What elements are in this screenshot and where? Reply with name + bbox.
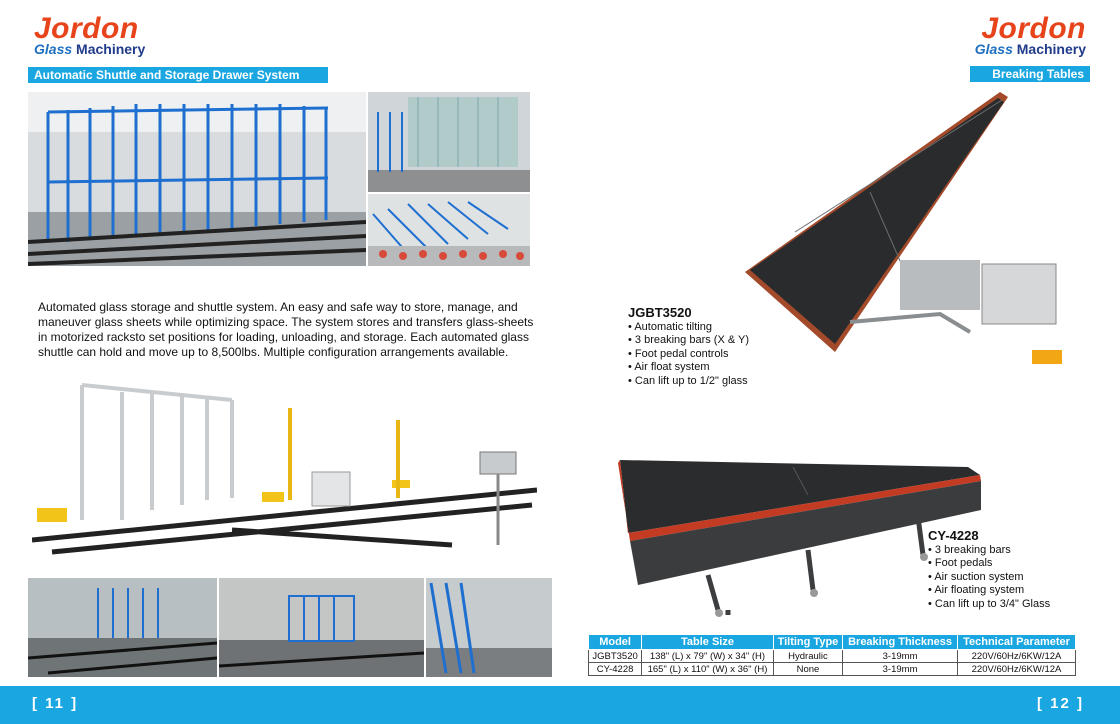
table-cell: JGBT3520 xyxy=(589,650,642,663)
feature-list xyxy=(628,321,749,389)
table-header: Tilting Type xyxy=(773,635,842,650)
table-cell: None xyxy=(773,663,842,676)
table-cell: 220V/60Hz/6KW/12A xyxy=(958,663,1076,676)
table-header: Breaking Thickness xyxy=(843,635,958,650)
page-number-right: [ 12 ] xyxy=(1036,695,1084,712)
installation-photo-1 xyxy=(28,578,217,677)
feature-item: • 3 breaking bars xyxy=(928,544,1050,558)
tilting-breaking-table-render xyxy=(740,92,1070,372)
logo-brand: Jordon xyxy=(34,12,139,45)
page-number-left: [ 11 ] xyxy=(32,695,79,712)
storage-rack-photo xyxy=(28,92,366,266)
shuttle-description: Automated glass storage and shuttle system. An easy and safe way to store, manage, and maneuver glass sheets while optimizing space. The system stores and transfers glass-sheets in motorized racksto set positions for loading, unloading, and storage. Each automated glass shuttle can hold and move up to 8,500lbs. Multiple configuration arrangements available. xyxy=(38,300,534,359)
page-footer xyxy=(0,686,1120,724)
installation-photo-2 xyxy=(219,578,424,677)
feature-item: • Air float system xyxy=(628,361,749,375)
table-header-row xyxy=(589,635,1076,650)
logo-subtitle: Glass Machinery xyxy=(34,41,146,57)
table-cell: 3-19mm xyxy=(843,650,958,663)
feature-list xyxy=(928,544,1050,612)
table-cell: Hydraulic xyxy=(773,650,842,663)
model-name: CY-4228 xyxy=(928,528,979,543)
feature-item: • Foot pedal controls xyxy=(628,348,749,362)
spec-cy-4228 xyxy=(928,529,1050,611)
glass-storage-photo xyxy=(368,92,530,192)
feature-item: • Automatic tilting xyxy=(628,321,749,335)
spec-jgbt3520 xyxy=(628,306,749,388)
installation-photo-3 xyxy=(426,578,552,677)
table-cell: 138" (L) x 79" (W) x 34" (H) xyxy=(642,650,774,663)
logo-brand: Jordon xyxy=(981,12,1086,45)
model-name: JGBT3520 xyxy=(628,305,692,320)
table-header: Technical Parameter xyxy=(958,635,1076,650)
table-cell: 165" (L) x 110" (W) x 36" (H) xyxy=(642,663,774,676)
spec-table xyxy=(588,634,1076,676)
table-cell: 220V/60Hz/6KW/12A xyxy=(958,650,1076,663)
table-row xyxy=(589,663,1076,676)
brand-logo-left xyxy=(34,14,145,56)
table-cell: 3-19mm xyxy=(843,663,958,676)
section-title-shuttle: Automatic Shuttle and Storage Drawer System xyxy=(28,67,328,83)
feature-item: • Can lift up to 3/4" Glass xyxy=(928,598,1050,612)
table-cell: CY-4228 xyxy=(589,663,642,676)
brand-logo-right xyxy=(975,14,1086,56)
feature-item: • Can lift up to 1/2" glass xyxy=(628,375,749,389)
feature-item: • Air floating system xyxy=(928,584,1050,598)
feature-item: • Foot pedals xyxy=(928,557,1050,571)
feature-item: • Air suction system xyxy=(928,571,1050,585)
feature-item: • 3 breaking bars (X & Y) xyxy=(628,334,749,348)
table-header: Model xyxy=(589,635,642,650)
table-header: Table Size xyxy=(642,635,774,650)
conveyor-photo xyxy=(368,194,530,266)
section-title-breaking-tables: Breaking Tables xyxy=(970,66,1090,82)
table-row xyxy=(589,650,1076,663)
logo-subtitle: Glass Machinery xyxy=(974,41,1086,57)
shuttle-system-render xyxy=(32,380,537,558)
